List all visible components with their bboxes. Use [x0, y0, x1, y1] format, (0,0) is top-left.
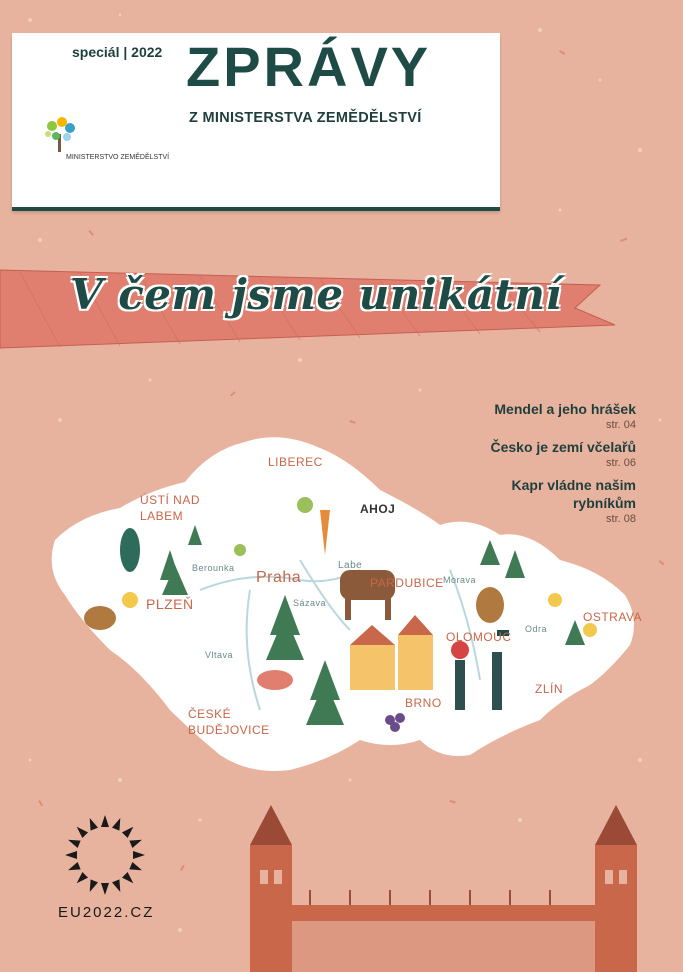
toc-page: str. 04: [606, 419, 636, 431]
ministry-label: MINISTERSTVO ZEMĚDĚLSTVÍ: [66, 154, 170, 161]
map-label-labe: Labe: [338, 560, 363, 571]
toc-page: str. 08: [606, 513, 636, 525]
toc-page: str. 06: [606, 457, 636, 469]
map-label-vltava: Vltava: [205, 650, 234, 660]
map-label-ceske-budejovice: ČESKÉ BUDĚJOVICE: [188, 707, 270, 737]
ministry-tree-logo: [40, 114, 80, 154]
map-label-pardubice: PARDUBICE: [370, 576, 444, 590]
toc-title: Česko je zemí včelařů: [490, 439, 636, 455]
toc-title: Kapr vládne našim rybníkům: [511, 477, 636, 511]
map-label-brno: BRNO: [405, 696, 442, 710]
map-label-praha: Praha: [256, 569, 302, 586]
map-label-morava: Morava: [443, 575, 477, 585]
map-label-odra: Odra: [525, 624, 548, 634]
map-label-ostrava: OSTRAVA: [583, 610, 643, 624]
map-label-liberec: LIBEREC: [268, 455, 323, 469]
czech-map-illustration: [0, 420, 683, 780]
eu2022-text: EU2022.CZ: [58, 904, 155, 921]
issue-label: speciál | 2022: [72, 44, 163, 60]
magazine-subtitle: Z MINISTERSTVA ZEMĚDĚLSTVÍ: [189, 110, 422, 126]
map-label-sazava: Sázava: [293, 598, 327, 608]
toc-title: Mendel a jeho hrášek: [494, 401, 636, 417]
magazine-title: ZPRÁVY: [186, 35, 432, 98]
map-label-usti: ÚSTÍ NAD LABEM: [140, 493, 201, 523]
map-label-zlin: ZLÍN: [535, 682, 564, 696]
eu2022-logo: [60, 810, 150, 900]
map-label-plzen: PLZEŇ: [146, 596, 194, 612]
map-label-berounka: Berounka: [192, 563, 235, 573]
charles-bridge-illustration: [240, 800, 640, 972]
banner-title: V čem jsme unikátní: [70, 270, 562, 319]
map-label-ahoj: AHOJ: [360, 502, 396, 516]
map-label-olomouc: OLOMOUC: [446, 630, 512, 644]
